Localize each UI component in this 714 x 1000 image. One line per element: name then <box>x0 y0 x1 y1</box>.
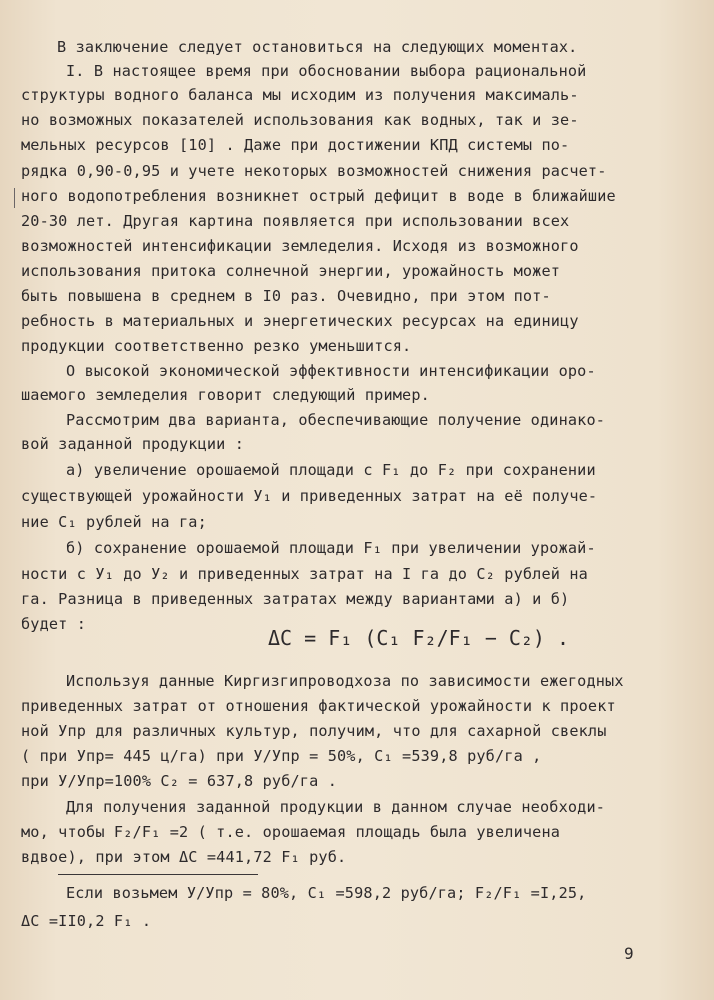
text-line-20: ние C₁ рублей на га; <box>21 513 207 531</box>
text-line-17: вой заданной продукции : <box>21 435 245 453</box>
text-line-25: Используя данные Киргизгипроводхоза по зависимости ежегодных <box>66 672 624 690</box>
text-line-15: шаемого земледелия говорит следующий пример. <box>21 386 430 404</box>
text-line-2: I. В настоящее время при обосновании выбора рациональной <box>66 62 587 80</box>
text-line-24: будет : <box>21 615 87 633</box>
text-line-21: б) сохранение орошаемой площади F₁ при увеличении урожай- <box>66 539 596 557</box>
text-line-5: мельных ресурсов [10] . Даже при достижении КПД системы по- <box>21 136 570 154</box>
text-line-13: продукции соответственно резко уменьшится. <box>21 337 412 355</box>
text-line-10: использования притока солнечной энергии, урожайность может <box>21 262 561 280</box>
margin-mark <box>14 188 15 208</box>
text-line-28: ( при Упр= 445 ц/га) при У/Упр = 50%, C₁ =539,8 руб/га , <box>21 747 542 765</box>
text-line-11: быть повышена в среднем в I0 раз. Очевидно, при этом пот- <box>21 287 551 305</box>
text-line-31: мо, чтобы F₂/F₁ =2 ( т.е. орошаемая площадь была увеличена <box>21 823 561 841</box>
text-line-29: при У/Упр=100% C₂ = 637,8 руб/га . <box>21 772 337 790</box>
text-line-30: Для получения заданной продукции в данном случае необходи- <box>66 798 606 816</box>
text-line-26: приведенных затрат от отношения фактической урожайности к проект <box>21 697 616 715</box>
text-line-34: ΔC =II0,2 F₁ . <box>21 912 152 930</box>
text-line-33: Если возьмем У/Упр = 80%, C₁ =598,2 руб/га; F₂/F₁ =I,25, <box>66 884 587 902</box>
page-number: 9 <box>624 944 634 963</box>
text-line-23: га. Разница в приведенных затратах между вариантами а) и б) <box>21 590 570 608</box>
text-line-9: возможностей интенсификации земледелия. Исходя из возможного <box>21 237 579 255</box>
text-line-22: ности с У₁ до У₂ и приведенных затрат на I га до C₂ рублей на <box>21 565 588 583</box>
text-line-19: существующей урожайности У₁ и приведенных затрат на её получе- <box>21 487 598 505</box>
text-line-16: Рассмотрим два варианта, обеспечивающие получение одинако- <box>66 411 606 429</box>
footnote-rule <box>58 874 258 875</box>
text-line-14: О высокой экономической эффективности интенсификации оро- <box>66 362 596 380</box>
delta-c-formula: ΔC = F₁ (C₁ F₂/F₁ − C₂) . <box>268 626 570 650</box>
text-line-12: ребность в материальных и энергетических ресурсах на единицу <box>21 312 579 330</box>
text-line-1: В заключение следует остановиться на следующих моментах. <box>57 38 578 56</box>
text-line-4: но возможных показателей использования как водных, так и зе- <box>21 111 579 129</box>
text-line-18: а) увеличение орошаемой площади с F₁ до F₂ при сохранении <box>66 461 596 479</box>
text-line-27: ной Упр для различных культур, получим, что для сахарной свеклы <box>21 722 607 740</box>
text-line-3: структуры водного баланса мы исходим из получения максималь- <box>21 86 579 104</box>
text-line-32: вдвое), при этом ΔC =441,72 F₁ руб. <box>21 848 347 866</box>
text-line-8: 20-30 лет. Другая картина появляется при использовании всех <box>21 212 570 230</box>
text-line-6: рядка 0,90-0,95 и учете некоторых возможностей снижения расчет- <box>21 162 607 180</box>
text-line-7: ного водопотребления возникнет острый дефицит в воде в ближайшие <box>21 187 616 205</box>
